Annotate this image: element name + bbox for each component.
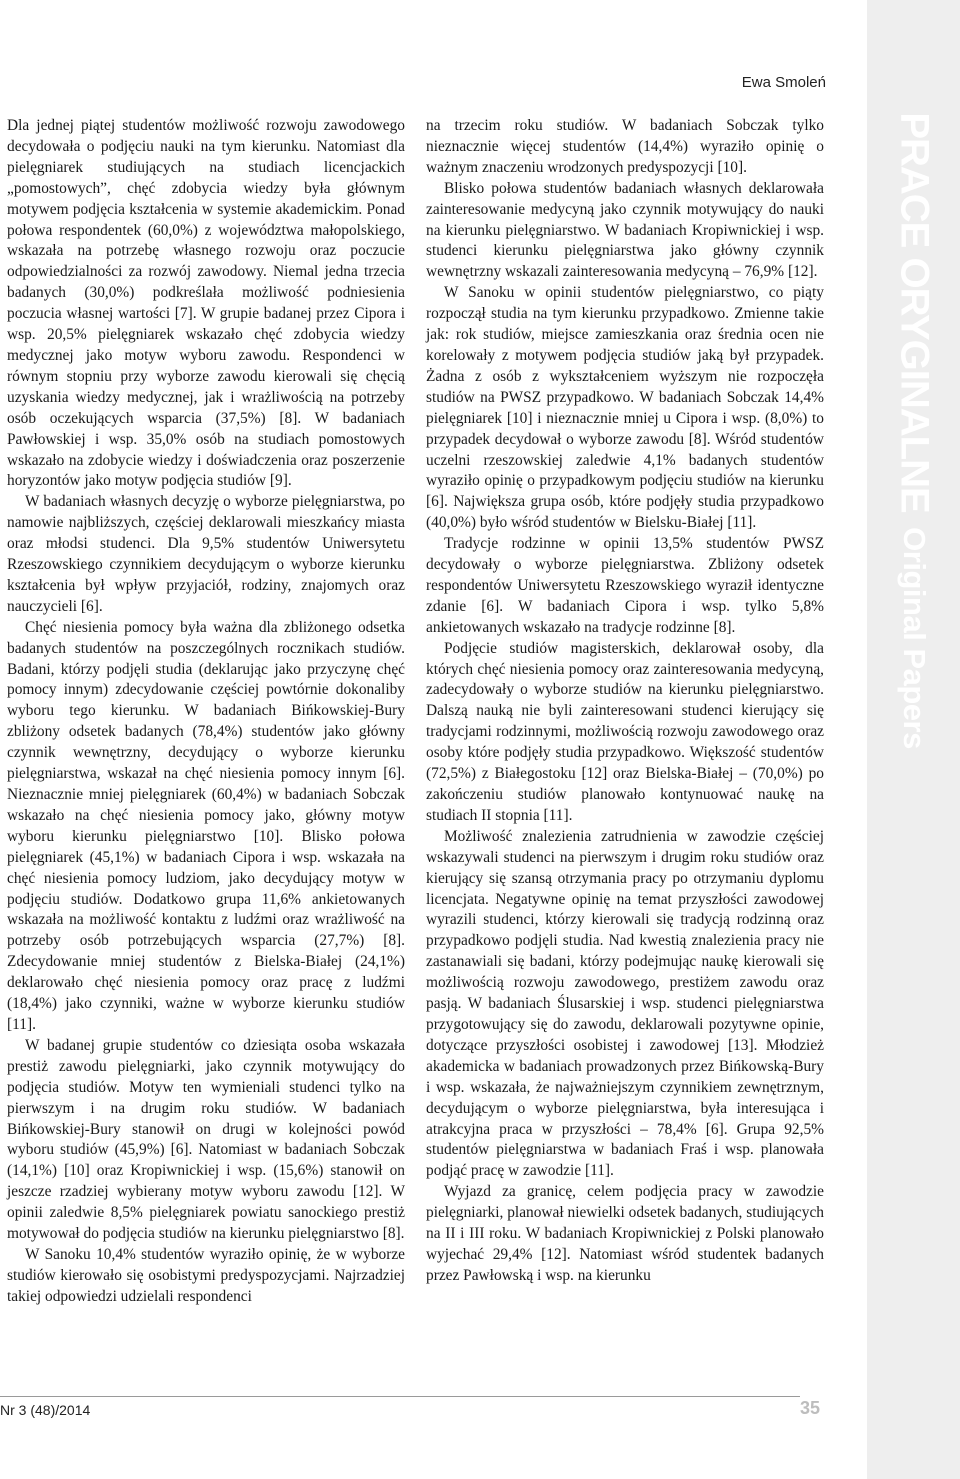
paragraph: W Sanoku 10,4% studentów wyraziło opinię, że w wyborze studiów kierowało się osobistymi predyspozycjami. Najrzadziej takiej odpowiedzi udzielali respondenci bbox=[7, 1245, 405, 1305]
paragraph: na trzecim roku studiów. W badaniach Sobczak tylko nieznacznie więcej studentów (14,4%) wyraziło opinię o ważnym znaczeniu wrodzonych predyspozycji [10]. bbox=[426, 117, 824, 176]
paragraph: Blisko połowa studentów badaniach własnych deklarowała zainteresowanie medycyną jako czynnik motywujący do nauki na kierunku pielęgniarstwo. W badaniach Kropiwnickiej i wsp. studenci kierunku pielęgniarstwa jako główny czynnik wewnętrzny wskazali zainteresowania medycyną – 76,9% [12]. bbox=[426, 179, 824, 281]
section-label-en: Original Papers bbox=[896, 527, 932, 749]
section-label-pl: PRACE ORYGINALNE bbox=[892, 112, 936, 513]
right-column bbox=[426, 116, 824, 1287]
section-band bbox=[867, 0, 960, 1479]
running-header-author: Ewa Smoleń bbox=[741, 74, 826, 91]
issue-number: Nr 3 (48)/2014 bbox=[0, 1402, 91, 1418]
paragraph: Tradycje rodzinne w opinii 13,5% studentów PWSZ decydowały o wyborze pielęgniarstwa. Zbliżony odsetek respondentów Uniwersytetu Rzeszowskiego wyraził identyczne zdanie [6]. W badaniach Cipora i wsp. tylko 5,8% ankietowanych wskazało na tradycje rodzinne [8]. bbox=[426, 535, 824, 636]
paragraph: Podjęcie studiów magisterskich, deklarował osoby, dla których chęć niesienia pomocy oraz zainteresowania medycyną, zadecydowały o wyborze studiów na kierunku pielęgniarstwo. Dalszą nauką nie byli zainteresowani studenci kierujący się tradycjami rodzinnymi, możliwością rozwoju zawodowego oraz osoby które podjęły studia przypadkowo. Większość studentów (72,5%) z Białegostoku [12] oraz Bielska-Białej – (70,0%) po zakończeniu studiów planowało kontynuować naukę na studiach II stopnia [11]. bbox=[426, 639, 824, 824]
paragraph: Dla jednej piątej studentów możliwość rozwoju zawodowego decydowała o podjęciu nauki na tym kierunku. Natomiast dla pielęgniarek studiujących na studiach licencjackich „pomostowych”, chęć zdobycia wiedzy była głównym motywem podjęcia kształcenia w systemie akademickim. Ponad połowa respondentek (60,0%) z województwa małopolskiego, wskazała na potrzebę własnego rozwoju oraz poczucie odpowiedzialności za rozwój zawodowy. Niemal jedna trzecia badanych (30,0%) podkreślała możliwość podniesienia poczucia własnej wartości [7]. W grupie badanej przez Cipora i wsp. 20,5% pielęgniarek wskazało chęć zdobycia wiedzy medycznej jako motyw wyboru zawodu. Respondenci w równym stopniu przy wyborze zawodu kierowali się chęcią uzyskania wiedzy medycznej, jak i wrażliwością na potrzeby osób oczekujących wsparcia (37,5%) [8]. W badaniach Pawłowskiej i wsp. 35,0% osób na studiach pomostowych wskazało na zdobycie wiedzy i doświadczenia oraz poszerzenie horyzontów jako motyw podjęcia studiów [9]. bbox=[7, 117, 405, 490]
paragraph: W badaniach własnych decyzję o wyborze pielęgniarstwa, po namowie najbliższych, częściej deklarowali mieszkańcy miasta oraz młodsi studenci. Dla 9,5% studentów Uniwersytetu Rzeszowskiego czynnikiem decydującym o wyborze kierunku kształcenia był wpływ przyjaciół, rodziny, znajomych oraz nauczycieli [6]. bbox=[7, 493, 405, 615]
footer-rule bbox=[0, 1396, 800, 1397]
paragraph: Możliwość znalezienia zatrudnienia w zawodzie częściej wskazywali studenci na pierwszym i drugim roku studiów oraz kierujący się szansą otrzymania pracy po otrzymaniu dyplomu licencjata. Negatywne opinię na temat przyszłości zawodowej wyrazili studenci, którzy kierowali się tradycją rodzinną oraz przypadkowo podjęli studia. Nad kwestią znalezienia pracy nie zastanawiali się badani, którzy podejmując naukę kierowali się możliwością rozwoju zawodowego, prestiżem zawodu oraz pasją. W badaniach Ślusarskiej i wsp. studenci pielęgniarstwa przygotowujący się do zawodu, deklarowali pozytywne opinie, dotyczące przyszłości osobistej i zawodowej [13]. Młodzież akademicka w badaniach prowadzonych przez Bińkowską-Bury i wsp. wskazała, że najważniejszym czynnikiem zewnętrznym, decydującym o wyborze pielęgniarstwa, była interesująca i atrakcyjna praca w przyszłości – 78,4% [6]. Grupa 92,5% studentów pielęgniarstwa w badaniach Fraś i wsp. planowała podjąć pracę w zawodzie [11]. bbox=[426, 827, 824, 1180]
paragraph: W Sanoku w opinii studentów pielęgniarstwo, co piąty rozpoczął studia na tym kierunku przypadkowo. Zmienne takie jak: rok studiów, miejsce zamieszkania oraz średnia ocen nie korelowały z motywem podjęcia studiów jaką był przypadek. Żadna z osób z wykształceniem wyższym nie rozpoczęła studiów na PWSZ przypadkowo. W badaniach Sobczak 14,4% pielęgniarek [10] i nieznacznie mniej u Cipora i wsp. (8,0%) to przypadek decydował o wyborze zawodu [8]. Wśród studentów uczelni rzeszowskiej zaledwie 4,1% badanych studentów wyraziło opinię o przypadkowym podjęciu studiów na kierunku [6]. Największa grupa osób, które podjęły studia przypadkowo (40,0%) było wśród studentów w Bielsku-Białej [11]. bbox=[426, 284, 824, 532]
page-number: 35 bbox=[800, 1398, 821, 1418]
left-column bbox=[7, 116, 405, 1308]
paragraph: W badanej grupie studentów co dziesiąta osoba wskazała prestiż zawodu pielęgniarki, jako czynnik motywujący do podjęcia studiów. Motyw ten wymieniali studenci tylko na pierwszym i na drugim roku studiów. W badaniach Bińkowskiej-Bury stanowił on drugi w kolejności powód wyboru studiów (45,9%) [6]. Natomiast w badaniach Sobczak (14,1%) [10] oraz Kropiwnickiej i wsp. (15,6%) stanowił on jeszcze rzadziej wybierany motyw wyboru zawodu [12]. W opinii zaledwie 8,5% pielęgniarek powiatu sanockiego prestiż motywował do podjęcia studiów na kierunku pielęgniarstwo [8]. bbox=[7, 1036, 405, 1243]
paragraph: Chęć niesienia pomocy była ważna dla zbliżonego odsetka badanych studentów na poszczególnych rocznikach studiów. Badani, którzy podjęli studia (deklarując jako przyczynę chęć pomocy innym) zdecydowanie częściej powtórnie dokonaliby wyboru tego kierunku. W badaniach Bińkowskiej-Bury zbliżony odsetek badanych (78,4%) studentów jako główny czynnik wewnętrzny, decydujący o wyborze kierunku pielęgniarstwa, wskazał na chęć niesienia pomocy innym [6]. Nieznacznie mniej pielęgniarek (60,4%) w badaniach Sobczak wskazało na chęć niesienia pomocy jako, główny motyw wyboru kierunku pielęgniarstwo [10]. Blisko połowa pielęgniarek (45,1%) w badaniach Cipora i wsp. wskazała na chęć niesienia pomocy ludziom, jako decydujący motyw w podjęciu studiów. Dodatkowo grupa 11,6% ankietowanych wskazała na możliwość kontaktu z ludźmi oraz wrażliwość na potrzeby osób potrzebujących wsparcia (27,7%) [8]. Zdecydowanie mniej studentów z Bielska-Białej (24,1%) deklarowało chęć niesienia pomocy oraz pracę z ludźmi (18,4%) jako czynniki, ważne w wyborze kierunku studiów [11]. bbox=[7, 618, 405, 1033]
paragraph: Wyjazd za granicę, celem podjęcia pracy w zawodzie pielęgniarki, planował niewielki odsetek badanych, studiujących na II i III roku. W badaniach Kropiwnickiej z Polski planowało wyjechać 29,4% [12]. Natomiast wśród studentek badanych przez Pawłowską i wsp. na kierunku bbox=[426, 1183, 824, 1284]
